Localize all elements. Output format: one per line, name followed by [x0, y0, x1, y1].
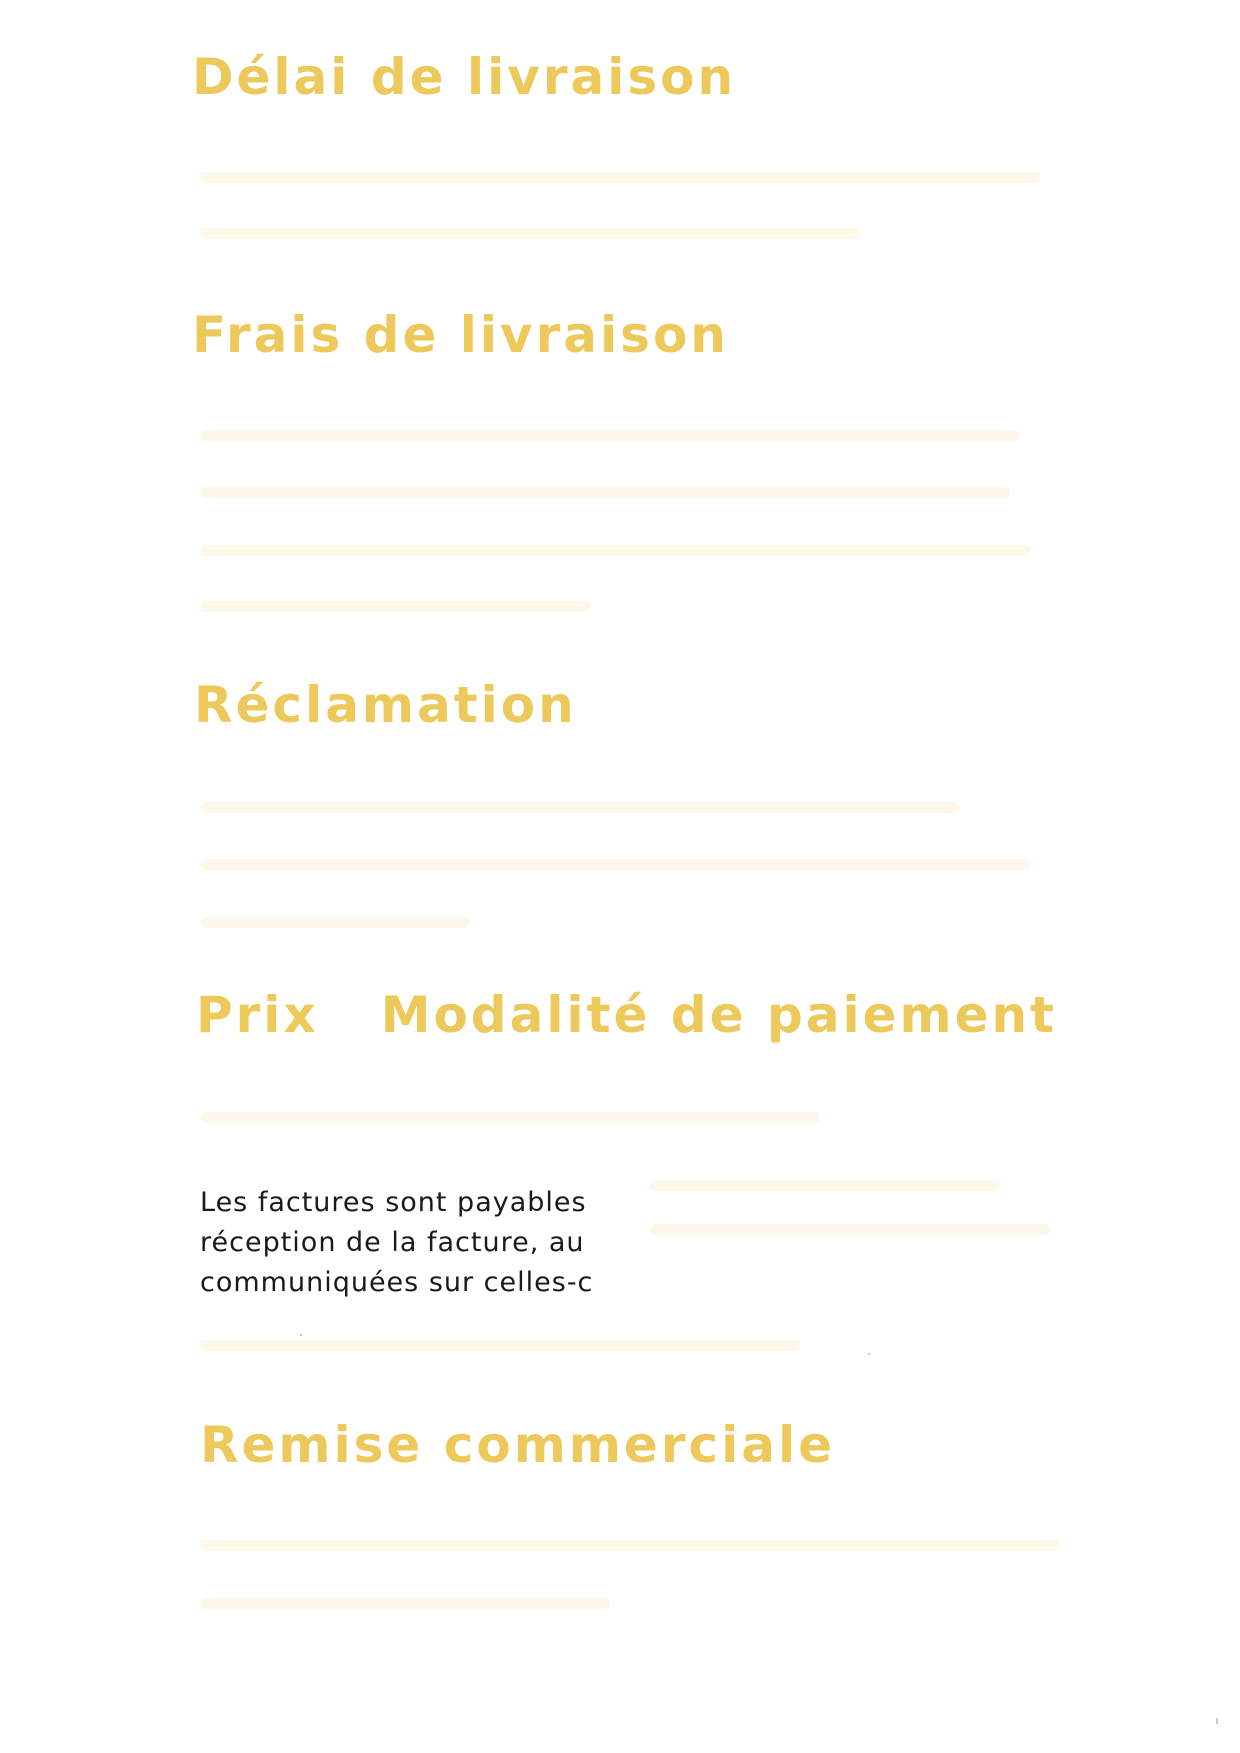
faded-text-line — [200, 859, 1030, 870]
scan-speck — [300, 1334, 302, 1336]
heading-remise-commerciale: Remise commerciale — [200, 1416, 836, 1474]
scan-speck — [868, 1353, 870, 1355]
heading-modalite-de-paiement: Modalité de paiement — [380, 986, 1058, 1044]
faded-text-line — [200, 917, 470, 928]
scan-speck — [1216, 1718, 1218, 1724]
faded-text-line — [650, 1224, 1050, 1235]
faded-text-line — [200, 487, 1010, 498]
faded-text-line — [200, 430, 1020, 441]
faded-text-line — [200, 802, 960, 813]
heading-reclamation: Réclamation — [194, 676, 577, 734]
payment-terms-line-1: Les factures sont payables — [200, 1187, 587, 1218]
heading-frais-de-livraison: Frais de livraison — [192, 306, 729, 364]
faded-text-line — [200, 1540, 1060, 1551]
payment-terms-text — [200, 1183, 593, 1303]
payment-terms-line-3: communiquées sur celles-c — [200, 1267, 594, 1298]
heading-prix-modalite — [196, 986, 1058, 1044]
faded-text-line — [200, 1598, 610, 1609]
heading-delai-de-livraison: Délai de livraison — [192, 48, 737, 106]
faded-text-line — [200, 228, 860, 239]
faded-text-line — [200, 545, 1030, 556]
faded-text-line — [200, 1112, 820, 1123]
faded-text-line — [200, 172, 1040, 183]
heading-prix: Prix — [196, 986, 319, 1044]
faded-text-line — [650, 1180, 1000, 1191]
payment-terms-line-2: réception de la facture, au — [200, 1227, 585, 1258]
faded-text-line — [200, 601, 590, 612]
faded-text-line — [200, 1340, 800, 1351]
